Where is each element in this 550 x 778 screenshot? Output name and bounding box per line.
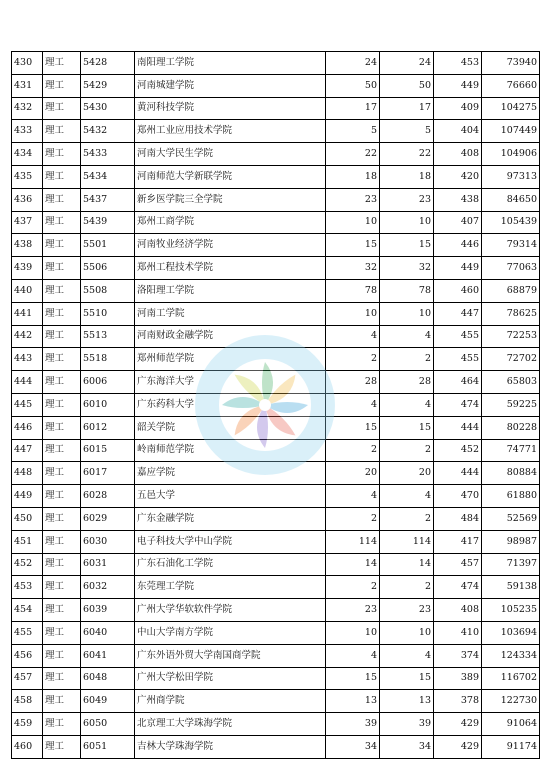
category-cell: 理工 [43,735,81,758]
category-cell: 理工 [43,371,81,394]
school-code-cell: 5439 [81,211,135,234]
min-score-cell: 464 [434,371,482,394]
plan-count-cell: 39 [326,713,380,736]
category-cell: 理工 [43,439,81,462]
min-rank-cell: 71397 [482,553,540,576]
school-name-cell: 洛阳理工学院 [135,279,326,302]
min-score-cell: 474 [434,393,482,416]
min-score-cell: 474 [434,576,482,599]
row-number-cell: 454 [12,599,43,622]
school-name-cell: 广东海洋大学 [135,371,326,394]
school-name-cell: 北京理工大学珠海学院 [135,713,326,736]
min-score-cell: 389 [434,667,482,690]
row-number-cell: 447 [12,439,43,462]
min-rank-cell: 59138 [482,576,540,599]
school-code-cell: 6028 [81,485,135,508]
min-rank-cell: 65803 [482,371,540,394]
table-row [12,462,540,485]
submitted-count-cell: 28 [380,371,434,394]
submitted-count-cell: 4 [380,485,434,508]
category-cell: 理工 [43,234,81,257]
min-rank-cell: 77063 [482,257,540,280]
school-name-cell: 吉林大学珠海学院 [135,735,326,758]
plan-count-cell: 4 [326,485,380,508]
submitted-count-cell: 5 [380,120,434,143]
min-score-cell: 455 [434,325,482,348]
row-number-cell: 457 [12,667,43,690]
school-code-cell: 6039 [81,599,135,622]
school-name-cell: 黄河科技学院 [135,97,326,120]
min-score-cell: 378 [434,690,482,713]
school-code-cell: 6051 [81,735,135,758]
row-number-cell: 450 [12,507,43,530]
plan-count-cell: 2 [326,576,380,599]
table-row [12,576,540,599]
category-cell: 理工 [43,188,81,211]
min-score-cell: 408 [434,143,482,166]
row-number-cell: 442 [12,325,43,348]
min-rank-cell: 91064 [482,713,540,736]
row-number-cell: 459 [12,713,43,736]
min-score-cell: 374 [434,644,482,667]
table-row [12,74,540,97]
row-number-cell: 430 [12,52,43,75]
category-cell: 理工 [43,713,81,736]
row-number-cell: 439 [12,257,43,280]
plan-count-cell: 4 [326,644,380,667]
school-code-cell: 5501 [81,234,135,257]
table-row [12,234,540,257]
min-score-cell: 408 [434,599,482,622]
plan-count-cell: 32 [326,257,380,280]
table-row [12,348,540,371]
plan-count-cell: 4 [326,325,380,348]
plan-count-cell: 34 [326,735,380,758]
category-cell: 理工 [43,553,81,576]
table-row [12,211,540,234]
school-name-cell: 河南大学民生学院 [135,143,326,166]
min-score-cell: 409 [434,97,482,120]
school-name-cell: 郑州工程技术学院 [135,257,326,280]
min-score-cell: 420 [434,165,482,188]
min-rank-cell: 91174 [482,735,540,758]
min-rank-cell: 84650 [482,188,540,211]
school-name-cell: 河南工学院 [135,302,326,325]
category-cell: 理工 [43,143,81,166]
school-name-cell: 新乡医学院三全学院 [135,188,326,211]
min-rank-cell: 98987 [482,530,540,553]
school-name-cell: 河南师范大学新联学院 [135,165,326,188]
school-code-cell: 6031 [81,553,135,576]
submitted-count-cell: 32 [380,257,434,280]
min-score-cell: 449 [434,74,482,97]
table-row [12,621,540,644]
category-cell: 理工 [43,416,81,439]
min-rank-cell: 122730 [482,690,540,713]
school-code-cell: 5437 [81,188,135,211]
row-number-cell: 443 [12,348,43,371]
min-score-cell: 444 [434,462,482,485]
plan-count-cell: 4 [326,393,380,416]
school-name-cell: 河南城建学院 [135,74,326,97]
table-row [12,257,540,280]
min-score-cell: 460 [434,279,482,302]
school-name-cell: 郑州工商学院 [135,211,326,234]
row-number-cell: 444 [12,371,43,394]
table-row [12,97,540,120]
school-name-cell: 南阳理工学院 [135,52,326,75]
table-row [12,667,540,690]
plan-count-cell: 10 [326,211,380,234]
min-score-cell: 429 [434,713,482,736]
row-number-cell: 448 [12,462,43,485]
school-name-cell: 东莞理工学院 [135,576,326,599]
plan-count-cell: 23 [326,599,380,622]
table-row [12,165,540,188]
row-number-cell: 435 [12,165,43,188]
row-number-cell: 431 [12,74,43,97]
min-rank-cell: 80228 [482,416,540,439]
plan-count-cell: 2 [326,507,380,530]
school-code-cell: 5428 [81,52,135,75]
school-code-cell: 5429 [81,74,135,97]
row-number-cell: 440 [12,279,43,302]
plan-count-cell: 17 [326,97,380,120]
row-number-cell: 437 [12,211,43,234]
min-rank-cell: 68879 [482,279,540,302]
school-code-cell: 6006 [81,371,135,394]
school-code-cell: 6029 [81,507,135,530]
min-rank-cell: 74771 [482,439,540,462]
submitted-count-cell: 18 [380,165,434,188]
category-cell: 理工 [43,393,81,416]
table-row [12,530,540,553]
row-number-cell: 449 [12,485,43,508]
plan-count-cell: 50 [326,74,380,97]
min-rank-cell: 52569 [482,507,540,530]
plan-count-cell: 10 [326,302,380,325]
min-score-cell: 455 [434,348,482,371]
min-rank-cell: 107449 [482,120,540,143]
table-row [12,371,540,394]
plan-count-cell: 2 [326,348,380,371]
min-rank-cell: 72253 [482,325,540,348]
school-code-cell: 6030 [81,530,135,553]
category-cell: 理工 [43,165,81,188]
min-rank-cell: 104906 [482,143,540,166]
min-rank-cell: 72702 [482,348,540,371]
row-number-cell: 446 [12,416,43,439]
submitted-count-cell: 14 [380,553,434,576]
school-name-cell: 电子科技大学中山学院 [135,530,326,553]
submitted-count-cell: 4 [380,644,434,667]
row-number-cell: 441 [12,302,43,325]
category-cell: 理工 [43,257,81,280]
table-row [12,485,540,508]
submitted-count-cell: 24 [380,52,434,75]
school-code-cell: 5432 [81,120,135,143]
school-name-cell: 郑州师范学院 [135,348,326,371]
category-cell: 理工 [43,485,81,508]
min-score-cell: 470 [434,485,482,508]
school-code-cell: 6012 [81,416,135,439]
table-row [12,644,540,667]
table-row [12,416,540,439]
category-cell: 理工 [43,348,81,371]
plan-count-cell: 24 [326,52,380,75]
school-name-cell: 河南财政金融学院 [135,325,326,348]
min-rank-cell: 124334 [482,644,540,667]
school-name-cell: 广州商学院 [135,690,326,713]
table-row [12,279,540,302]
school-name-cell: 嘉应学院 [135,462,326,485]
submitted-count-cell: 2 [380,348,434,371]
category-cell: 理工 [43,462,81,485]
submitted-count-cell: 2 [380,576,434,599]
school-code-cell: 5510 [81,302,135,325]
min-rank-cell: 79314 [482,234,540,257]
submitted-count-cell: 2 [380,439,434,462]
table-row [12,507,540,530]
school-name-cell: 广州大学松田学院 [135,667,326,690]
school-code-cell: 6050 [81,713,135,736]
min-rank-cell: 78625 [482,302,540,325]
school-code-cell: 6040 [81,621,135,644]
min-score-cell: 438 [434,188,482,211]
table-row [12,690,540,713]
table-body [12,52,540,759]
table-row [12,120,540,143]
category-cell: 理工 [43,120,81,143]
school-name-cell: 中山大学南方学院 [135,621,326,644]
row-number-cell: 460 [12,735,43,758]
school-code-cell: 5513 [81,325,135,348]
table-row [12,553,540,576]
min-score-cell: 429 [434,735,482,758]
school-code-cell: 5430 [81,97,135,120]
submitted-count-cell: 2 [380,507,434,530]
min-score-cell: 410 [434,621,482,644]
table-row [12,599,540,622]
school-code-cell: 6048 [81,667,135,690]
min-rank-cell: 104275 [482,97,540,120]
row-number-cell: 445 [12,393,43,416]
plan-count-cell: 10 [326,621,380,644]
category-cell: 理工 [43,621,81,644]
submitted-count-cell: 10 [380,211,434,234]
table-row [12,302,540,325]
category-cell: 理工 [43,211,81,234]
school-code-cell: 6010 [81,393,135,416]
min-score-cell: 417 [434,530,482,553]
plan-count-cell: 15 [326,416,380,439]
school-name-cell: 郑州工业应用技术学院 [135,120,326,143]
submitted-count-cell: 78 [380,279,434,302]
school-code-cell: 5518 [81,348,135,371]
plan-count-cell: 18 [326,165,380,188]
school-code-cell: 6049 [81,690,135,713]
category-cell: 理工 [43,74,81,97]
min-score-cell: 452 [434,439,482,462]
school-name-cell: 广东金融学院 [135,507,326,530]
table-row [12,188,540,211]
row-number-cell: 436 [12,188,43,211]
min-rank-cell: 61880 [482,485,540,508]
min-rank-cell: 103694 [482,621,540,644]
school-name-cell: 广东外语外贸大学南国商学院 [135,644,326,667]
submitted-count-cell: 22 [380,143,434,166]
min-rank-cell: 73940 [482,52,540,75]
min-score-cell: 407 [434,211,482,234]
category-cell: 理工 [43,325,81,348]
category-cell: 理工 [43,530,81,553]
row-number-cell: 451 [12,530,43,553]
category-cell: 理工 [43,667,81,690]
min-score-cell: 447 [434,302,482,325]
school-code-cell: 5434 [81,165,135,188]
plan-count-cell: 114 [326,530,380,553]
submitted-count-cell: 23 [380,599,434,622]
submitted-count-cell: 20 [380,462,434,485]
school-code-cell: 6015 [81,439,135,462]
submitted-count-cell: 23 [380,188,434,211]
table-row [12,735,540,758]
submitted-count-cell: 39 [380,713,434,736]
row-number-cell: 458 [12,690,43,713]
school-name-cell: 广东药科大学 [135,393,326,416]
plan-count-cell: 2 [326,439,380,462]
plan-count-cell: 20 [326,462,380,485]
plan-count-cell: 23 [326,188,380,211]
row-number-cell: 433 [12,120,43,143]
school-name-cell: 韶关学院 [135,416,326,439]
submitted-count-cell: 50 [380,74,434,97]
school-name-cell: 河南牧业经济学院 [135,234,326,257]
plan-count-cell: 22 [326,143,380,166]
min-score-cell: 484 [434,507,482,530]
school-name-cell: 广州大学华软软件学院 [135,599,326,622]
submitted-count-cell: 17 [380,97,434,120]
row-number-cell: 434 [12,143,43,166]
school-code-cell: 6041 [81,644,135,667]
submitted-count-cell: 114 [380,530,434,553]
min-rank-cell: 105439 [482,211,540,234]
min-score-cell: 444 [434,416,482,439]
min-rank-cell: 59225 [482,393,540,416]
min-score-cell: 457 [434,553,482,576]
category-cell: 理工 [43,599,81,622]
category-cell: 理工 [43,52,81,75]
category-cell: 理工 [43,644,81,667]
min-rank-cell: 97313 [482,165,540,188]
school-code-cell: 5508 [81,279,135,302]
min-score-cell: 449 [434,257,482,280]
row-number-cell: 452 [12,553,43,576]
min-rank-cell: 105235 [482,599,540,622]
min-score-cell: 446 [434,234,482,257]
min-score-cell: 404 [434,120,482,143]
category-cell: 理工 [43,302,81,325]
min-rank-cell: 80884 [482,462,540,485]
school-code-cell: 6032 [81,576,135,599]
submitted-count-cell: 34 [380,735,434,758]
table-row [12,143,540,166]
row-number-cell: 455 [12,621,43,644]
school-name-cell: 五邑大学 [135,485,326,508]
category-cell: 理工 [43,279,81,302]
school-code-cell: 5506 [81,257,135,280]
min-rank-cell: 76660 [482,74,540,97]
plan-count-cell: 14 [326,553,380,576]
school-code-cell: 6017 [81,462,135,485]
plan-count-cell: 28 [326,371,380,394]
submitted-count-cell: 13 [380,690,434,713]
submitted-count-cell: 15 [380,234,434,257]
submitted-count-cell: 4 [380,393,434,416]
submitted-count-cell: 10 [380,302,434,325]
school-name-cell: 岭南师范学院 [135,439,326,462]
submitted-count-cell: 4 [380,325,434,348]
school-code-cell: 5433 [81,143,135,166]
table-row [12,393,540,416]
row-number-cell: 438 [12,234,43,257]
plan-count-cell: 13 [326,690,380,713]
table-row [12,439,540,462]
submitted-count-cell: 10 [380,621,434,644]
plan-count-cell: 5 [326,120,380,143]
admission-table [11,51,540,759]
submitted-count-cell: 15 [380,667,434,690]
table-row [12,325,540,348]
category-cell: 理工 [43,576,81,599]
min-score-cell: 453 [434,52,482,75]
submitted-count-cell: 15 [380,416,434,439]
plan-count-cell: 15 [326,667,380,690]
table-row [12,713,540,736]
school-name-cell: 广东石油化工学院 [135,553,326,576]
plan-count-cell: 78 [326,279,380,302]
row-number-cell: 453 [12,576,43,599]
category-cell: 理工 [43,690,81,713]
row-number-cell: 456 [12,644,43,667]
plan-count-cell: 15 [326,234,380,257]
table-row [12,52,540,75]
row-number-cell: 432 [12,97,43,120]
min-rank-cell: 116702 [482,667,540,690]
category-cell: 理工 [43,97,81,120]
category-cell: 理工 [43,507,81,530]
